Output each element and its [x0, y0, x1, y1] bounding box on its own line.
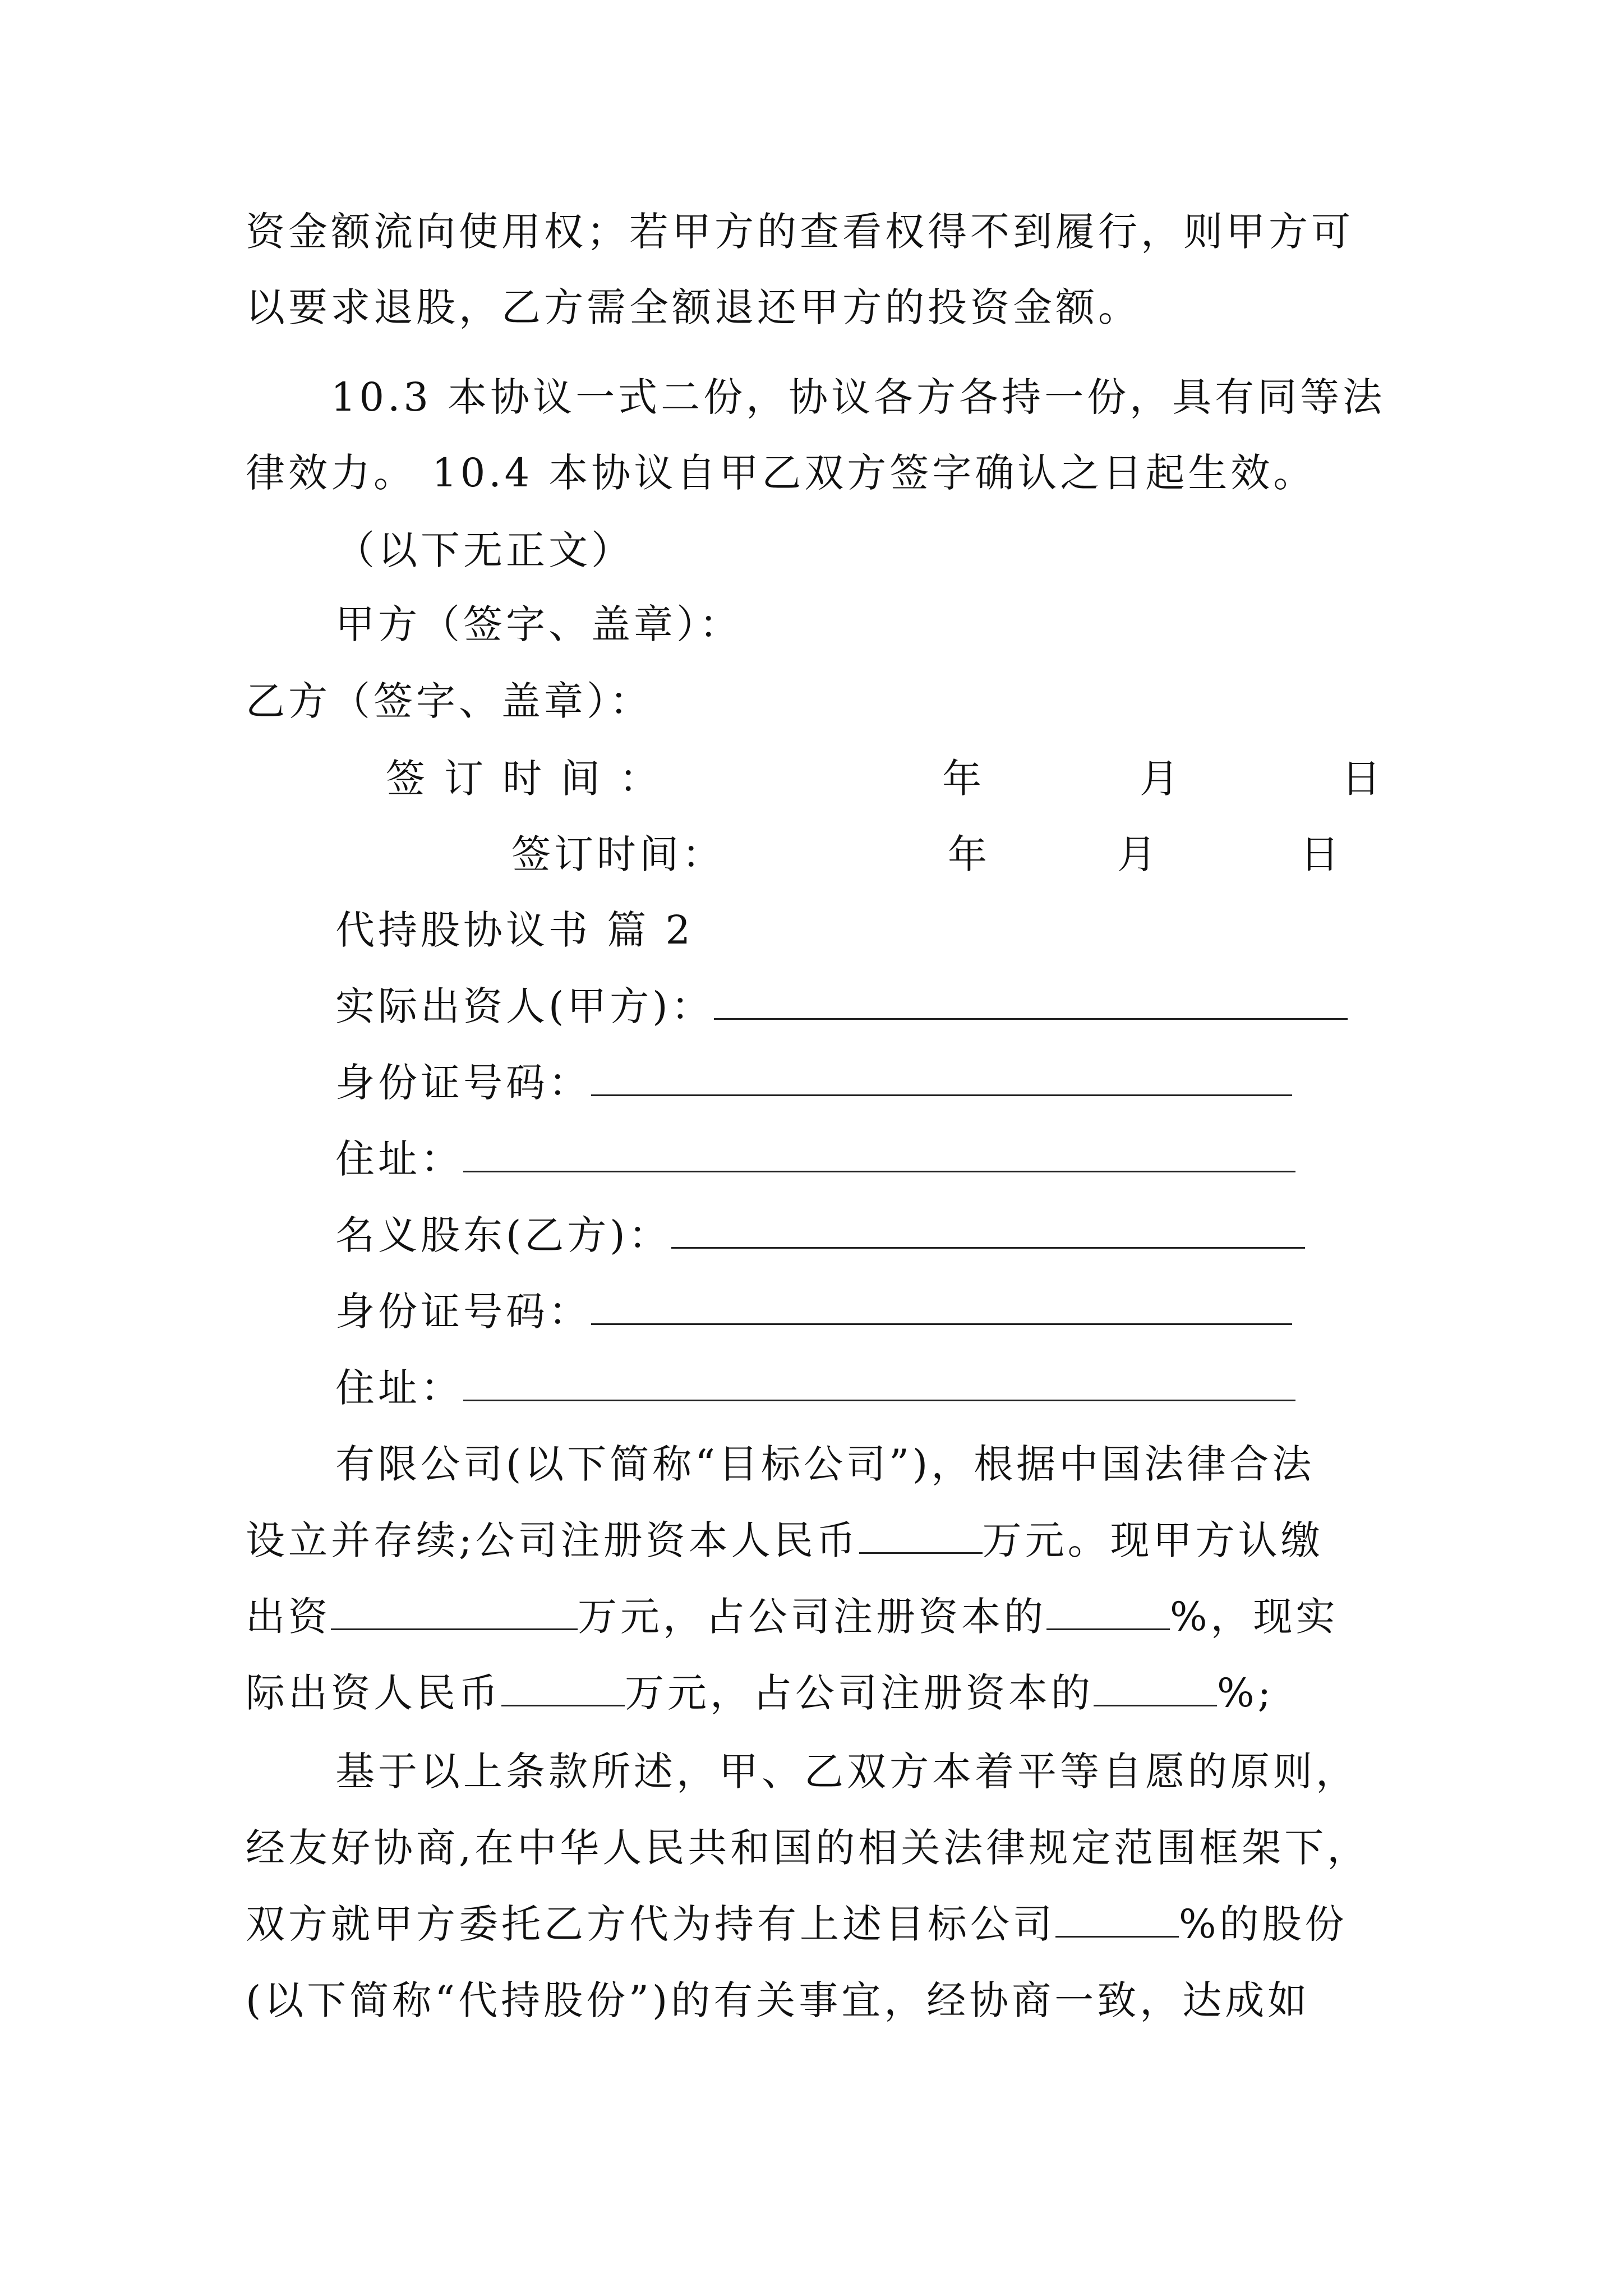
blank-line [591, 1060, 1292, 1096]
blank-line [859, 1517, 983, 1554]
paragraph-line [246, 1515, 1324, 1566]
field-row [335, 1363, 1295, 1413]
sign-time-label: 签订时间： [386, 756, 677, 802]
text-fragment: 万元，占公司注册资本的 [578, 1594, 1046, 1640]
paragraph-line: 经友好协商,在中华人民共和国的相关法律规定范围框架下， [246, 1825, 1370, 1871]
blank-line [714, 983, 1348, 1020]
blank-line [671, 1212, 1305, 1249]
field-row [335, 1134, 1295, 1184]
sign-time-day: 日 [1341, 756, 1384, 802]
text-fragment: 际出资人民币 [246, 1670, 501, 1716]
paragraph-line: 律效力。 10.4 本协议自甲乙双方签字确认之日起生效。 [246, 450, 1316, 496]
field-row [335, 1057, 1292, 1108]
sign-time-year: 年 [942, 756, 985, 802]
field-row [335, 1210, 1305, 1260]
blank-line [1055, 1901, 1179, 1938]
no-body-note: （以下无正文） [335, 527, 634, 573]
text-fragment: 万元，占公司注册资本的 [625, 1670, 1094, 1716]
blank-line [1094, 1670, 1217, 1706]
text-fragment: 出资 [246, 1594, 331, 1640]
paragraph-line: 有限公司(以下简称“目标公司”)，根据中国法律合法 [335, 1441, 1315, 1487]
text-fragment: %，现实 [1170, 1594, 1339, 1640]
text-fragment: 万元。现甲方认缴 [982, 1517, 1324, 1563]
text-fragment: %的股份 [1179, 1901, 1348, 1947]
field-label-id-number-b: 身份证号码： [335, 1289, 591, 1335]
field-label-actual-investor: 实际出资人(甲方)： [335, 983, 714, 1029]
party-a-signature-label: 甲方（签字、盖章）： [335, 601, 742, 647]
sign-time-year: 年 [948, 831, 990, 877]
field-label-address-a: 住址： [335, 1136, 463, 1182]
field-label-nominee: 名义股东(乙方)： [335, 1212, 671, 1258]
text-fragment: %; [1217, 1670, 1275, 1716]
paragraph-line: 以要求退股，乙方需全额退还甲方的投资金额。 [246, 284, 1141, 330]
sign-time-month: 月 [1140, 756, 1182, 802]
field-label-address-b: 住址： [335, 1365, 463, 1411]
text-fragment: 双方就甲方委托乙方代为持有上述目标公司 [246, 1901, 1055, 1947]
sign-time-month: 月 [1117, 831, 1160, 877]
blank-line [1046, 1594, 1170, 1630]
field-row [335, 981, 1348, 1032]
text-fragment: 设立并存续;公司注册资本人民币 [246, 1517, 859, 1563]
paragraph-line: 10.3 本协议一式二份，协议各方各持一份，具有同等法 [331, 374, 1386, 420]
field-label-id-number-a: 身份证号码： [335, 1060, 591, 1106]
paragraph-line: (以下简称“代持股份”)的有关事宜，经协商一致，达成如 [246, 1977, 1311, 2023]
paragraph-line [246, 1899, 1348, 1949]
blank-line [591, 1289, 1292, 1325]
blank-line [463, 1365, 1295, 1401]
party-b-signature-label: 乙方（签字、盖章）： [246, 678, 652, 724]
blank-line [463, 1136, 1295, 1172]
blank-line [501, 1670, 625, 1706]
paragraph-line [246, 1591, 1339, 1642]
paragraph-line: 基于以上条款所述，甲、乙双方本着平等自愿的原则， [335, 1749, 1358, 1795]
section-title: 代持股协议书 篇 2 [335, 907, 694, 953]
blank-line [331, 1594, 578, 1630]
field-row [335, 1286, 1292, 1337]
sign-time-day: 日 [1300, 831, 1343, 877]
paragraph-line: 资金额流向使用权；若甲方的查看权得不到履行，则甲方可 [246, 209, 1354, 255]
paragraph-line [246, 1668, 1274, 1718]
sign-time-label: 签订时间： [511, 831, 725, 877]
